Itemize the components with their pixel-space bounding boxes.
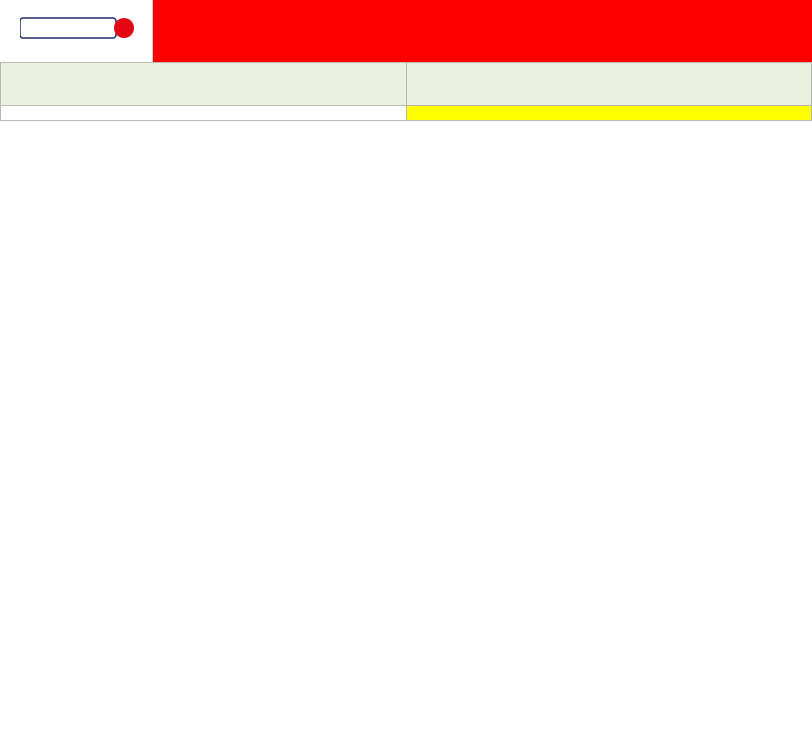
header-stt bbox=[1, 63, 407, 106]
header-row bbox=[1, 63, 812, 106]
top-numbers-row bbox=[1, 106, 812, 121]
logo bbox=[0, 0, 153, 62]
top-row-label bbox=[406, 106, 812, 121]
performance-table bbox=[0, 62, 812, 121]
peta-bali-logo-icon bbox=[20, 14, 135, 48]
banner bbox=[0, 0, 812, 62]
title-bar bbox=[153, 0, 812, 62]
header-member bbox=[406, 63, 812, 106]
top-row-arrow bbox=[1, 106, 407, 121]
